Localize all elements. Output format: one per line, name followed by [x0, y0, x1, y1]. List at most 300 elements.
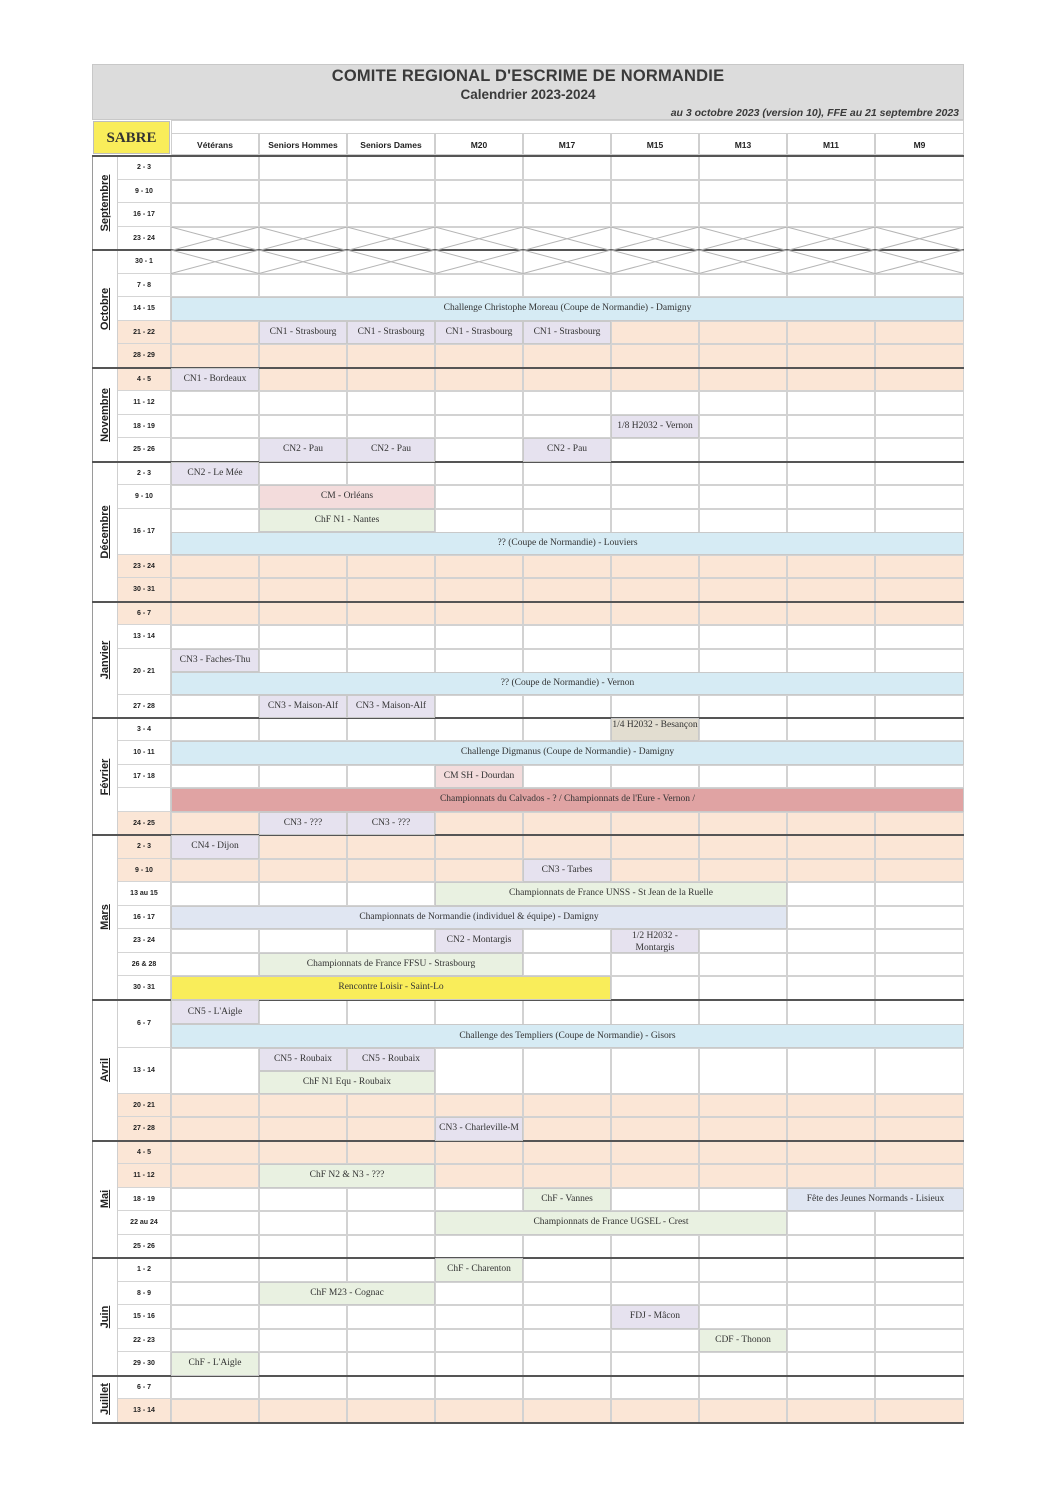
grid-cell [875, 438, 964, 462]
grid-cell [699, 156, 787, 180]
week-label: 23 - 24 [118, 227, 171, 251]
grid-cell [523, 1399, 611, 1423]
grid-cell [259, 578, 347, 602]
grid-cell [259, 1399, 347, 1423]
grid-cell [611, 462, 699, 486]
grid-cell [875, 462, 964, 486]
event-cell: ChF N2 & N3 - ??? [259, 1164, 435, 1188]
week-label: 2 - 3 [118, 835, 171, 859]
grid-cell [699, 1305, 787, 1329]
grid-cell [171, 859, 259, 883]
week-label: 11 - 12 [118, 391, 171, 415]
grid-cell [875, 180, 964, 204]
week-label: 28 - 29 [118, 344, 171, 368]
grid-cell [171, 602, 259, 626]
week-label: 22 au 24 [118, 1211, 171, 1235]
grid-cell [347, 602, 435, 626]
grid-cell [171, 1235, 259, 1259]
grid-cell [523, 485, 611, 509]
week-label: 16 - 17 [118, 906, 171, 930]
grid-cell [435, 1305, 523, 1329]
grid-cell [523, 953, 611, 977]
grid-cell [347, 462, 435, 486]
grid-cell [611, 765, 699, 789]
event-cell: CN3 - Maison-Alf [259, 695, 347, 719]
event-cell: CN2 - Le Mée [171, 462, 259, 486]
grid-cell [699, 1094, 787, 1118]
grid-cell [699, 1164, 787, 1188]
grid-cell [435, 1094, 523, 1118]
calendar-sheet [92, 64, 964, 1415]
grid-cell [259, 1305, 347, 1329]
grid-cell [699, 1141, 787, 1165]
week-label: 23 - 24 [118, 929, 171, 953]
grid-cell [611, 1048, 699, 1094]
grid-cell [347, 1211, 435, 1235]
event-cell: CN1 - Strasbourg [435, 321, 523, 345]
grid-cell [787, 1305, 875, 1329]
grid-cell [699, 695, 787, 719]
grid-cell [611, 1188, 699, 1212]
grid-cell [259, 368, 347, 392]
grid-cell [787, 1399, 875, 1423]
event-cell: CN3 - Maison-Alf [347, 695, 435, 719]
month-label [92, 602, 118, 719]
grid-cell [875, 485, 964, 509]
grid-cell [787, 695, 875, 719]
grid-cell [875, 274, 964, 298]
grid-cell [611, 578, 699, 602]
grid-cell [347, 391, 435, 415]
grid-cell [347, 1399, 435, 1423]
grid-cell [259, 1094, 347, 1118]
week-label: 21 - 22 [118, 321, 171, 345]
grid-cell [259, 1235, 347, 1259]
grid-cell [787, 274, 875, 298]
grid-cell [875, 1141, 964, 1165]
event-cell: CN3 - Tarbes [523, 859, 611, 883]
grid-cell [875, 976, 964, 1000]
grid-cell [171, 344, 259, 368]
grid-cell [259, 1117, 347, 1141]
grid-cell [875, 859, 964, 883]
grid-cell [523, 368, 611, 392]
event-cell: CN1 - Bordeaux [171, 368, 259, 392]
grid-cell [171, 1048, 259, 1094]
grid-cell [787, 438, 875, 462]
grid-cell [875, 1164, 964, 1188]
column-header-7: M13 [699, 133, 787, 155]
grid-cell [699, 415, 787, 439]
grid-cell [875, 1282, 964, 1306]
cancelled-row-cross [171, 227, 964, 251]
grid-cell [523, 555, 611, 579]
grid-cell [347, 1094, 435, 1118]
week-label: 4 - 5 [118, 1141, 171, 1165]
grid-cell [787, 1258, 875, 1282]
grid-cell [611, 1329, 699, 1353]
grid-cell [347, 368, 435, 392]
grid-cell [259, 602, 347, 626]
grid-cell [347, 1258, 435, 1282]
grid-cell [699, 1258, 787, 1282]
column-header-1: Vétérans [171, 133, 259, 155]
grid-cell [875, 415, 964, 439]
grid-cell [875, 718, 964, 741]
grid-cell [787, 368, 875, 392]
page-subtitle: Calendrier 2023-2024 [460, 87, 596, 102]
event-cell: CN3 - ??? [347, 812, 435, 836]
grid-cell [259, 462, 347, 486]
grid-cell [347, 274, 435, 298]
grid-cell [699, 180, 787, 204]
grid-cell [171, 1329, 259, 1353]
week-label: 13 au 15 [118, 882, 171, 906]
grid-cell [435, 835, 523, 859]
grid-cell [611, 859, 699, 883]
grid-cell [875, 906, 964, 930]
grid-cell [523, 1235, 611, 1259]
grid-cell [787, 203, 875, 227]
grid-cell [171, 1399, 259, 1423]
grid-cell [259, 1376, 347, 1400]
grid-cell [611, 1094, 699, 1118]
grid-cell [787, 765, 875, 789]
event-cell: 1/2 H2032 - Montargis [611, 929, 699, 953]
week-label: 16 - 17 [118, 509, 171, 555]
grid-cell [699, 555, 787, 579]
grid-cell [171, 321, 259, 345]
event-cell: CN1 - Strasbourg [523, 321, 611, 345]
event-cell: CN3 - Faches-Thu [171, 649, 259, 672]
week-label: 16 - 17 [118, 203, 171, 227]
grid-cell [875, 1094, 964, 1118]
grid-cell [523, 1305, 611, 1329]
grid-cell [875, 156, 964, 180]
grid-cell [523, 415, 611, 439]
event-cell: CN2 - Montargis [435, 929, 523, 953]
week-label: 2 - 3 [118, 156, 171, 180]
month-name: Novembre [99, 387, 111, 442]
cancelled-row-cross [171, 250, 964, 274]
week-label: 9 - 10 [118, 859, 171, 883]
event-cell: Championnats de France FFSU - Strasbourg [259, 953, 523, 977]
title-box [92, 64, 964, 120]
event-cell: Rencontre Loisir - Saint-Lo [171, 976, 611, 1000]
grid-cell [875, 695, 964, 719]
grid-cell [523, 391, 611, 415]
week-label: 3 - 4 [118, 718, 171, 741]
grid-cell [171, 812, 259, 836]
event-cell: 1/8 H2032 - Vernon [611, 415, 699, 439]
grid-cell [787, 321, 875, 345]
grid-cell [523, 1164, 611, 1188]
event-cell: CN2 - Pau [347, 438, 435, 462]
grid-cell [523, 602, 611, 626]
week-label: 29 - 30 [118, 1352, 171, 1376]
grid-cell [611, 368, 699, 392]
week-label: 20 - 21 [118, 1094, 171, 1118]
event-cell: ChF - Vannes [523, 1188, 611, 1212]
week-label: 7 - 8 [118, 274, 171, 298]
grid-cell [699, 438, 787, 462]
week-label: 25 - 26 [118, 1235, 171, 1259]
event-cell: CN4 - Dijon [171, 835, 259, 859]
grid-cell [875, 321, 964, 345]
grid-cell [435, 812, 523, 836]
grid-cell [523, 462, 611, 486]
grid-cell [347, 1329, 435, 1353]
grid-cell [787, 906, 875, 930]
grid-cell [875, 391, 964, 415]
event-cell: CM SH - Dourdan [435, 765, 523, 789]
grid-cell [875, 835, 964, 859]
grid-cell [259, 180, 347, 204]
grid-cell [435, 462, 523, 486]
grid-cell [787, 859, 875, 883]
grid-cell [347, 1117, 435, 1141]
grid-cell [171, 438, 259, 462]
week-label: 30 - 31 [118, 976, 171, 1000]
week-label: 11 - 12 [118, 1164, 171, 1188]
event-cell: Championnats de France UGSEL - Crest [435, 1211, 787, 1235]
month-label [92, 718, 118, 835]
week-label: 15 - 16 [118, 1305, 171, 1329]
grid-cell [523, 1376, 611, 1400]
grid-cell [699, 929, 787, 953]
grid-cell [875, 578, 964, 602]
grid-cell [171, 1305, 259, 1329]
grid-cell [259, 1188, 347, 1212]
grid-cell [523, 1329, 611, 1353]
grid-cell [171, 882, 259, 906]
grid-cell [611, 274, 699, 298]
month-name: Février [99, 758, 111, 795]
grid-cell [347, 180, 435, 204]
grid-cell [699, 812, 787, 836]
weapon-badge: SABRE [93, 121, 170, 154]
grid-cell [875, 1352, 964, 1376]
grid-cell [699, 835, 787, 859]
grid-cell [435, 1282, 523, 1306]
grid-cell [523, 765, 611, 789]
grid-cell [347, 765, 435, 789]
month-separator [92, 717, 964, 719]
grid-cell [347, 1305, 435, 1329]
column-header-6: M15 [611, 133, 699, 155]
grid-cell [259, 1329, 347, 1353]
grid-cell [875, 953, 964, 977]
week-label: 1 - 2 [118, 1258, 171, 1282]
grid-cell [875, 1235, 964, 1259]
grid-cell [611, 625, 699, 649]
grid-cell [875, 1376, 964, 1400]
month-separator [92, 601, 964, 603]
grid-cell [611, 1117, 699, 1141]
grid-cell [699, 718, 787, 741]
grid-cell [875, 1048, 964, 1094]
grid-cell [875, 812, 964, 836]
week-label: 14 - 15 [118, 297, 171, 321]
grid-cell [347, 625, 435, 649]
grid-cell [259, 859, 347, 883]
grid-cell [435, 368, 523, 392]
grid-cell [699, 1376, 787, 1400]
grid-cell [171, 1188, 259, 1212]
week-label: 30 - 31 [118, 578, 171, 602]
event-cell: ChF - L'Aigle [171, 1352, 259, 1376]
week-label: 22 - 23 [118, 1329, 171, 1353]
grid-cell [611, 1141, 699, 1165]
grid-cell [435, 578, 523, 602]
grid-cell [171, 1094, 259, 1118]
grid-cell [699, 391, 787, 415]
grid-cell [435, 1141, 523, 1165]
version-note: au 3 octobre 2023 (version 10), FFE au 21 septembre 2023 [670, 107, 959, 119]
week-label: 23 - 24 [118, 555, 171, 579]
month-label [92, 250, 118, 368]
month-name: Décembre [99, 504, 111, 559]
week-label: 4 - 5 [118, 368, 171, 392]
grid-cell [523, 1141, 611, 1165]
grid-cell [347, 1141, 435, 1165]
grid-cell [787, 1376, 875, 1400]
grid-cell [699, 321, 787, 345]
event-cell: CM - Orléans [259, 485, 435, 509]
week-label: 10 - 11 [118, 741, 171, 765]
grid-cell [347, 578, 435, 602]
event-cell: CN3 - Charleville-M [435, 1117, 523, 1141]
grid-cell [875, 1305, 964, 1329]
grid-cell [787, 1211, 875, 1235]
event-cell: FDJ - Mâcon [611, 1305, 699, 1329]
grid-cell [435, 203, 523, 227]
week-label: 13 - 14 [118, 625, 171, 649]
event-cell: ?? (Coupe de Normandie) - Vernon [171, 672, 964, 695]
week-label: 18 - 19 [118, 1188, 171, 1212]
grid-cell [611, 1399, 699, 1423]
grid-cell [611, 1235, 699, 1259]
event-cell: Championnats de Normandie (individuel & équipe) - Damigny [171, 906, 787, 930]
column-header-row [92, 120, 964, 156]
grid-cell [435, 156, 523, 180]
grid-cell [259, 1141, 347, 1165]
grid-cell [347, 1188, 435, 1212]
grid-cell [787, 976, 875, 1000]
month-separator [92, 1422, 964, 1424]
event-cell: ?? (Coupe de Normandie) - Louviers [171, 532, 964, 555]
grid-cell [347, 718, 435, 741]
grid-cell [523, 625, 611, 649]
grid-cell [787, 835, 875, 859]
grid-cell [171, 1282, 259, 1306]
month-label [92, 156, 118, 250]
grid-cell [347, 203, 435, 227]
grid-cell [435, 1329, 523, 1353]
grid-cell [611, 976, 699, 1000]
grid-cell [171, 1258, 259, 1282]
grid-cell [171, 274, 259, 298]
grid-cell [171, 1376, 259, 1400]
grid-cell [787, 929, 875, 953]
event-cell: Challenge des Templiers (Coupe de Normandie) - Gisors [171, 1024, 964, 1048]
grid-cell [611, 344, 699, 368]
grid-cell [875, 625, 964, 649]
grid-cell [435, 391, 523, 415]
week-label: 26 & 28 [118, 953, 171, 977]
event-cell: ChF M23 - Cognac [259, 1282, 435, 1306]
grid-cell [435, 415, 523, 439]
grid-cell [259, 415, 347, 439]
grid-cell [435, 695, 523, 719]
week-label: 9 - 10 [118, 180, 171, 204]
week-label: 9 - 10 [118, 485, 171, 509]
grid-cell [611, 835, 699, 859]
grid-cell [259, 1211, 347, 1235]
week-label: 6 - 7 [118, 1000, 171, 1048]
grid-cell [523, 156, 611, 180]
grid-cell [523, 578, 611, 602]
month-label [92, 835, 118, 1000]
grid-cell [611, 156, 699, 180]
month-name: Mai [99, 1190, 111, 1209]
grid-cell [611, 812, 699, 836]
grid-cell [699, 485, 787, 509]
grid-cell [523, 1258, 611, 1282]
event-cell: Challenge Christophe Moreau (Coupe de Normandie) - Damigny [171, 297, 964, 321]
grid-cell [435, 859, 523, 883]
week-label: 18 - 19 [118, 415, 171, 439]
grid-cell [523, 1352, 611, 1376]
grid-cell [259, 274, 347, 298]
week-label [118, 788, 171, 812]
grid-cell [611, 1282, 699, 1306]
week-label: 30 - 1 [118, 250, 171, 274]
grid-cell [347, 1235, 435, 1259]
grid-cell [259, 555, 347, 579]
grid-cell [787, 344, 875, 368]
column-header-5: M17 [523, 133, 611, 155]
grid-cell [875, 1211, 964, 1235]
grid-cell [611, 1258, 699, 1282]
grid-cell [523, 718, 611, 741]
grid-cell [435, 1188, 523, 1212]
grid-cell [523, 929, 611, 953]
grid-cell [787, 391, 875, 415]
grid-cell [259, 1258, 347, 1282]
grid-cell [699, 765, 787, 789]
event-cell: Championnats de France UNSS - St Jean de la Ruelle [435, 882, 787, 906]
week-label: 27 - 28 [118, 695, 171, 719]
grid-cell [171, 180, 259, 204]
week-label: 20 - 21 [118, 649, 171, 695]
grid-cell [875, 368, 964, 392]
grid-cell [699, 625, 787, 649]
grid-cell [347, 1352, 435, 1376]
grid-cell [875, 602, 964, 626]
week-label: 27 - 28 [118, 1117, 171, 1141]
week-label: 24 - 25 [118, 812, 171, 836]
grid-cell [699, 368, 787, 392]
month-label [92, 1000, 118, 1141]
grid-cell [171, 1141, 259, 1165]
grid-cell [523, 203, 611, 227]
grid-cell [171, 391, 259, 415]
month-separator [92, 1140, 964, 1142]
grid-cell [875, 1329, 964, 1353]
month-name: Mars [99, 904, 111, 931]
grid-cell [523, 835, 611, 859]
